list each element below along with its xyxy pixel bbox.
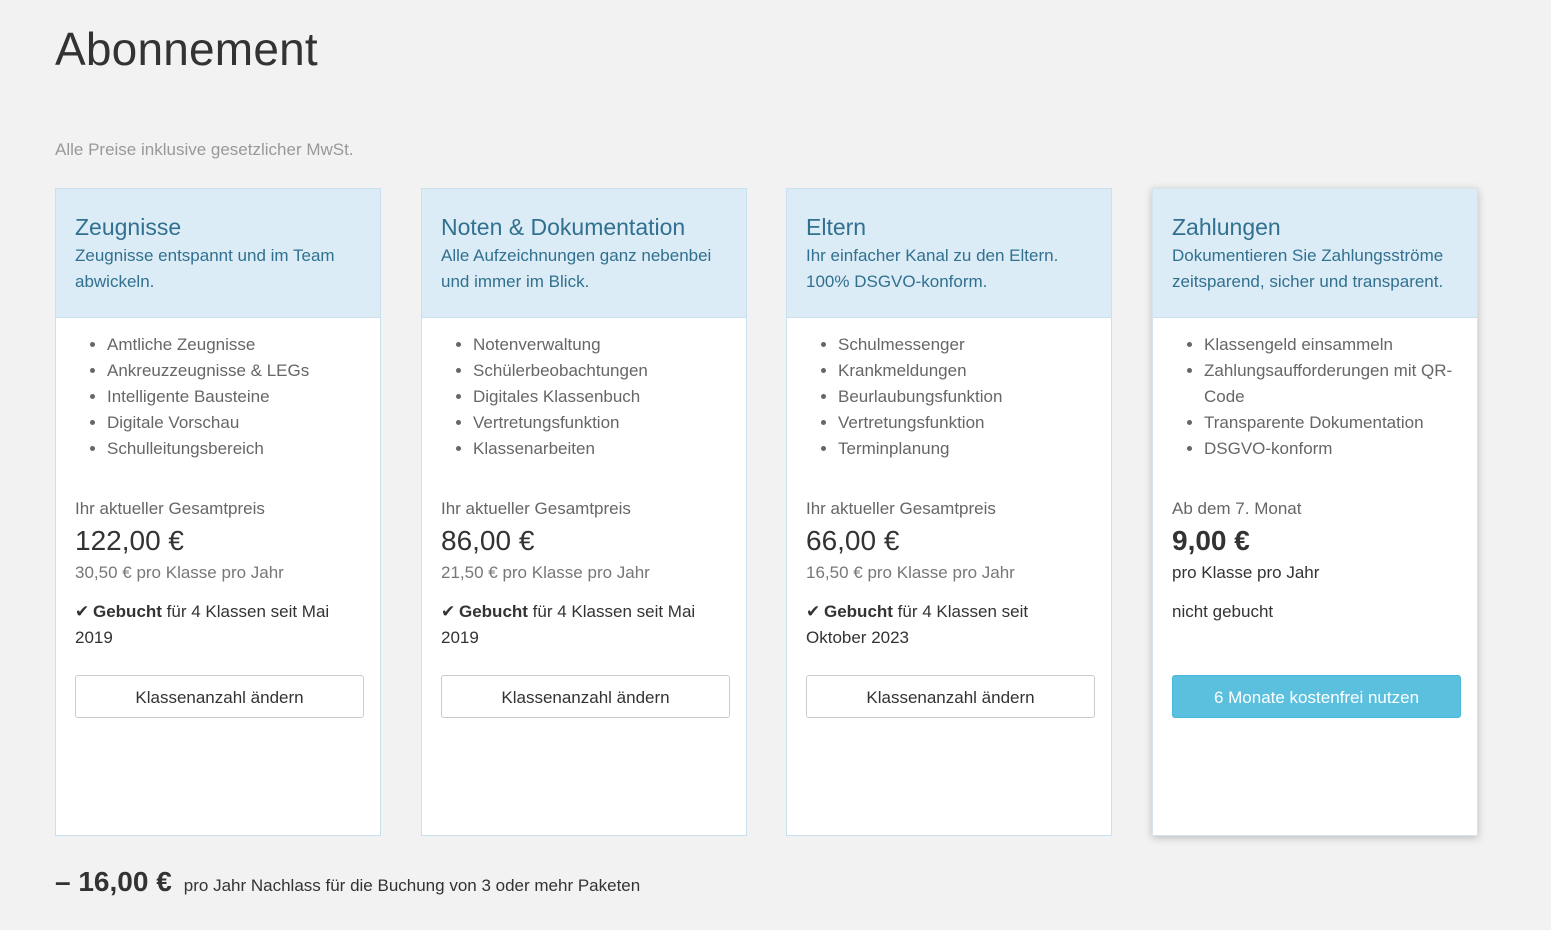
discount-text: pro Jahr Nachlass für die Buchung von 3 oder mehr Paketen	[183, 876, 641, 895]
feature-list	[56, 318, 380, 474]
booked-detail: für 4 Klassen seit Mai 2019	[441, 602, 696, 647]
card-title: Eltern	[806, 214, 867, 240]
page-title: Abonnement	[55, 23, 318, 75]
card-title: Zeugnisse	[75, 214, 182, 240]
feature-item: • Schulmessenger	[838, 332, 1097, 358]
feature-item: • Vertretungsfunktion	[838, 410, 1097, 436]
booked-label: Gebucht	[824, 602, 893, 621]
card-header	[56, 189, 380, 318]
card-header	[1153, 189, 1477, 318]
card-title: Zahlungen	[1172, 214, 1281, 240]
price-label: Ab dem 7. Monat	[1172, 499, 1302, 518]
feature-item: • Zahlungsaufforderungen mit QR-Code	[1204, 358, 1463, 410]
feature-item: • Schulleitungsbereich	[107, 436, 366, 462]
checkmark-icon: ✔	[75, 602, 90, 621]
card-header	[787, 189, 1111, 318]
package-card-noten	[421, 188, 747, 836]
feature-item: • Digitales Klassenbuch	[473, 384, 732, 410]
booked-detail: für 4 Klassen seit Mai 2019	[75, 602, 330, 647]
package-card-zahlungen	[1152, 188, 1478, 836]
booking-status	[75, 599, 361, 651]
discount-amount: – 16,00 €	[55, 866, 172, 897]
package-card-eltern	[786, 188, 1112, 836]
feature-item: • Notenverwaltung	[473, 332, 732, 358]
feature-item: • Amtliche Zeugnisse	[107, 332, 366, 358]
feature-item: • Klassenarbeiten	[473, 436, 732, 462]
free-trial-button[interactable]: 6 Monate kostenfrei nutzen	[1172, 675, 1461, 718]
feature-item: • Schülerbeobachtungen	[473, 358, 732, 384]
feature-list	[787, 318, 1111, 474]
checkmark-icon: ✔	[441, 602, 456, 621]
booked-label: Gebucht	[93, 602, 162, 621]
price-per-class: pro Klasse pro Jahr	[1172, 563, 1320, 582]
change-class-count-button[interactable]: Klassenanzahl ändern	[75, 675, 364, 718]
feature-item: • Ankreuzzeugnisse & LEGs	[107, 358, 366, 384]
card-subtitle: Ihr einfacher Kanal zu den Eltern. 100% DSGVO-konform.	[806, 246, 1059, 291]
price-per-class: 21,50 € pro Klasse pro Jahr	[441, 563, 650, 582]
card-title: Noten & Dokumentation	[441, 214, 686, 240]
change-class-count-button[interactable]: Klassenanzahl ändern	[441, 675, 730, 718]
total-price: 86,00 €	[441, 525, 535, 556]
booking-status	[806, 599, 1092, 651]
feature-list	[422, 318, 746, 474]
price-block	[787, 474, 1111, 718]
card-subtitle: Zeugnisse entspannt und im Team abwickeln.	[75, 246, 335, 291]
feature-item: • Klassengeld einsammeln	[1204, 332, 1463, 358]
checkmark-icon: ✔	[806, 602, 821, 621]
card-subtitle: Dokumentieren Sie Zahlungsströme zeitsparend, sicher und transparent.	[1172, 246, 1444, 291]
card-header	[422, 189, 746, 318]
booked-detail: für 4 Klassen seit Oktober 2023	[806, 602, 1029, 647]
total-price: 9,00 €	[1172, 525, 1250, 556]
package-card-zeugnisse	[55, 188, 381, 836]
price-block	[1153, 474, 1477, 718]
feature-item: • DSGVO-konform	[1204, 436, 1463, 462]
feature-item: • Krankmeldungen	[838, 358, 1097, 384]
feature-item: • Beurlaubungsfunktion	[838, 384, 1097, 410]
price-block	[56, 474, 380, 718]
vat-note: Alle Preise inklusive gesetzlicher MwSt.	[55, 140, 354, 159]
change-class-count-button[interactable]: Klassenanzahl ändern	[806, 675, 1095, 718]
price-per-class: 30,50 € pro Klasse pro Jahr	[75, 563, 284, 582]
total-price: 122,00 €	[75, 525, 184, 556]
price-per-class: 16,50 € pro Klasse pro Jahr	[806, 563, 1015, 582]
price-label: Ihr aktueller Gesamtpreis	[441, 499, 631, 518]
feature-item: • Transparente Dokumentation	[1204, 410, 1463, 436]
feature-item: • Terminplanung	[838, 436, 1097, 462]
booked-label: Gebucht	[459, 602, 528, 621]
card-subtitle: Alle Aufzeichnungen ganz nebenbei und immer im Blick.	[441, 246, 712, 291]
price-block	[422, 474, 746, 718]
feature-item: • Intelligente Bausteine	[107, 384, 366, 410]
booking-status	[441, 599, 727, 651]
price-label: Ihr aktueller Gesamtpreis	[806, 499, 996, 518]
booking-status: nicht gebucht	[1172, 602, 1274, 621]
feature-item: • Digitale Vorschau	[107, 410, 366, 436]
feature-item: • Vertretungsfunktion	[473, 410, 732, 436]
total-price: 66,00 €	[806, 525, 900, 556]
feature-list	[1153, 318, 1477, 474]
bundle-discount	[55, 866, 640, 898]
price-label: Ihr aktueller Gesamtpreis	[75, 499, 265, 518]
